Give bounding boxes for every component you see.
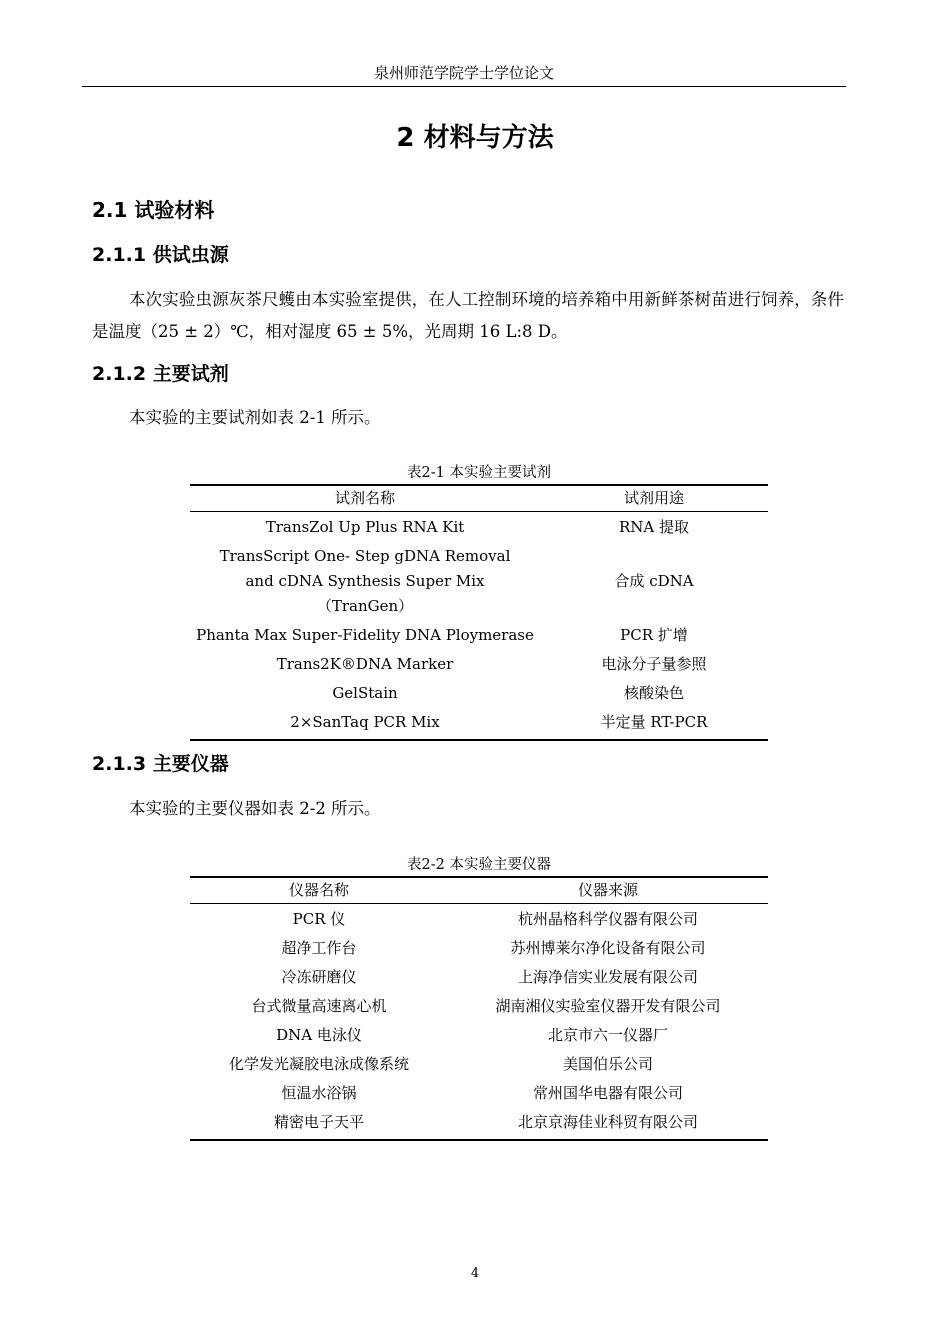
table-header-cell: 试剂名称 bbox=[190, 485, 540, 512]
paragraph-reagents-intro: 本实验的主要试剂如表 2-1 所示。 bbox=[129, 408, 381, 427]
instrument-source: 常州国华电器有限公司 bbox=[532, 1084, 683, 1102]
table-row bbox=[190, 542, 768, 621]
reagent-use: 半定量 RT-PCR bbox=[540, 708, 768, 740]
instrument-source: 美国伯乐公司 bbox=[562, 1055, 653, 1073]
section-heading-2-1-1: 2.1.1 供试虫源 bbox=[92, 244, 229, 266]
reagents-table bbox=[190, 484, 768, 741]
reagent-use: RNA 提取 bbox=[618, 518, 690, 536]
table-row bbox=[190, 1108, 768, 1140]
instrument-source: 北京市六一仪器厂 bbox=[547, 1026, 668, 1044]
reagent-use: PCR 扩增 bbox=[620, 626, 688, 644]
section-heading-2-1-3: 2.1.3 主要仪器 bbox=[92, 753, 229, 775]
section-heading-2-1: 2.1 试验材料 bbox=[92, 198, 215, 222]
table-row bbox=[190, 512, 768, 543]
table-row bbox=[190, 1021, 768, 1050]
header-divider bbox=[82, 86, 846, 87]
instrument-source: 上海净信实业发展有限公司 bbox=[517, 968, 698, 986]
chapter-title: 2 材料与方法 bbox=[396, 123, 554, 153]
instrument-name: 超净工作台 bbox=[281, 939, 357, 957]
table-row bbox=[190, 1050, 768, 1079]
table-row bbox=[190, 934, 768, 963]
paragraph-instruments-intro: 本实验的主要仪器如表 2-2 所示。 bbox=[129, 799, 381, 818]
reagent-name: Phanta Max Super-Fidelity DNA Ploymerase bbox=[196, 626, 534, 644]
table-row bbox=[190, 1079, 768, 1108]
table-row bbox=[190, 621, 768, 650]
section-heading-2-1-2: 2.1.2 主要试剂 bbox=[92, 363, 229, 385]
instrument-name: 精密电子天平 bbox=[190, 1108, 448, 1140]
instrument-source: 杭州晶格科学仪器有限公司 bbox=[517, 910, 698, 928]
reagent-use: 核酸染色 bbox=[623, 684, 684, 702]
instrument-source: 苏州博莱尔净化设备有限公司 bbox=[510, 939, 706, 957]
instrument-source: 湖南湘仪实验室仪器开发有限公司 bbox=[495, 997, 721, 1015]
table-row bbox=[190, 708, 768, 740]
instrument-name: 化学发光凝胶电泳成像系统 bbox=[228, 1055, 409, 1073]
table-header-cell: 仪器名称 bbox=[190, 877, 448, 904]
table-row bbox=[190, 904, 768, 935]
table-2-caption: 表2-2 本实验主要仪器 bbox=[407, 857, 551, 873]
instruments-table bbox=[190, 876, 768, 1141]
instrument-name: 台式微量高速离心机 bbox=[251, 997, 387, 1015]
table-row bbox=[190, 679, 768, 708]
instrument-source: 北京京海佳业科贸有限公司 bbox=[448, 1108, 768, 1140]
instrument-name: 恒温水浴锅 bbox=[281, 1084, 357, 1102]
instrument-name: 冷冻研磨仪 bbox=[281, 968, 357, 986]
reagent-use: 合成 cDNA bbox=[614, 572, 694, 590]
reagent-name: TransZol Up Plus RNA Kit bbox=[265, 518, 465, 536]
running-header-title: 泉州师范学院学士学位论文 bbox=[373, 64, 554, 82]
table-row bbox=[190, 963, 768, 992]
reagent-name: Trans2K®DNA Marker bbox=[276, 655, 454, 673]
reagent-name: 2×SanTaq PCR Mix bbox=[190, 708, 540, 740]
reagent-name: GelStain bbox=[332, 684, 398, 702]
table-header-cell: 试剂用途 bbox=[540, 485, 768, 512]
paragraph-insect-source: 本次实验虫源灰茶尺蠖由本实验室提供，在人工控制环境的培养箱中用新鲜茶树苗进行饲养，条件是温度（25 ± 2）℃，相对湿度 65 ± 5%，光周期 16 L:8 D。 bbox=[92, 290, 844, 341]
page-number: 4 bbox=[470, 1266, 480, 1281]
instrument-name: PCR 仪 bbox=[292, 910, 346, 928]
table-header-row bbox=[190, 485, 768, 512]
reagent-use: 电泳分子量参照 bbox=[601, 655, 707, 673]
instrument-name: DNA 电泳仪 bbox=[276, 1026, 362, 1044]
table-header-row bbox=[190, 877, 768, 904]
table-header-cell: 仪器来源 bbox=[448, 877, 768, 904]
table-1-caption: 表2-1 本实验主要试剂 bbox=[407, 465, 551, 481]
table-row bbox=[190, 650, 768, 679]
reagent-name: TransScript One- Step gDNA Removal and cDNA Synthesis Super Mix（TranGen） bbox=[219, 547, 511, 615]
table-row bbox=[190, 992, 768, 1021]
